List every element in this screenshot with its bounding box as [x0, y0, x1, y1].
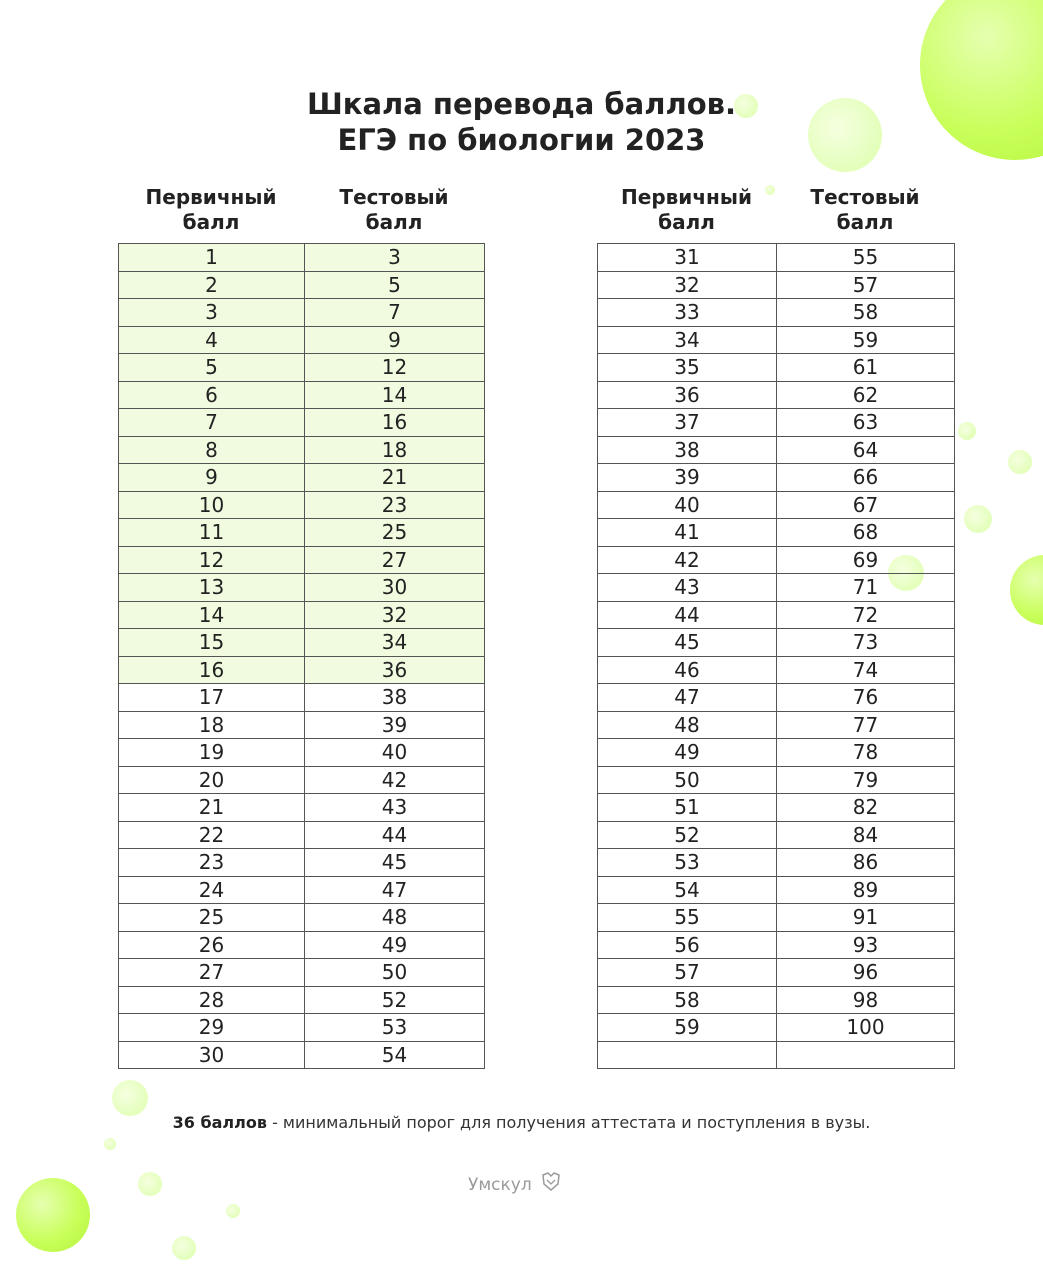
table-row	[598, 574, 955, 602]
decor-bubble	[226, 1204, 240, 1218]
primary-score-cell: 12	[119, 546, 305, 574]
table-row	[119, 849, 485, 877]
test-score-cell: 45	[305, 849, 485, 877]
table-row	[119, 766, 485, 794]
test-score-cell: 64	[777, 436, 955, 464]
table-row	[598, 684, 955, 712]
test-score-cell: 73	[777, 629, 955, 657]
table-row	[598, 739, 955, 767]
primary-score-cell: 8	[119, 436, 305, 464]
primary-score-cell: 42	[598, 546, 777, 574]
decor-bubble	[172, 1236, 196, 1260]
table-row	[119, 601, 485, 629]
primary-score-cell: 37	[598, 409, 777, 437]
decor-bubble	[112, 1080, 148, 1116]
test-score-cell: 96	[777, 959, 955, 987]
test-score-cell: 54	[305, 1041, 485, 1069]
left-score-table	[118, 243, 485, 1069]
threshold-note	[0, 1113, 1043, 1132]
primary-score-cell: 56	[598, 931, 777, 959]
primary-score-cell: 31	[598, 244, 777, 272]
primary-score-cell: 36	[598, 381, 777, 409]
table-row	[598, 1014, 955, 1042]
test-score-cell: 49	[305, 931, 485, 959]
table-row	[598, 326, 955, 354]
primary-score-cell: 20	[119, 766, 305, 794]
table-row	[119, 821, 485, 849]
test-score-cell: 34	[305, 629, 485, 657]
primary-score-cell: 21	[119, 794, 305, 822]
table-row	[119, 1041, 485, 1069]
test-score-cell: 74	[777, 656, 955, 684]
test-score-cell: 32	[305, 601, 485, 629]
primary-score-cell: 52	[598, 821, 777, 849]
primary-score-cell: 32	[598, 271, 777, 299]
primary-score-cell: 45	[598, 629, 777, 657]
table-row	[598, 986, 955, 1014]
table-row	[598, 876, 955, 904]
table-row	[598, 409, 955, 437]
test-score-cell	[777, 1041, 955, 1069]
test-score-cell: 66	[777, 464, 955, 492]
decor-bubble-bottom-left	[16, 1178, 90, 1252]
table-row	[598, 354, 955, 382]
table-row	[119, 684, 485, 712]
test-score-cell: 67	[777, 491, 955, 519]
primary-score-cell: 30	[119, 1041, 305, 1069]
primary-score-cell: 50	[598, 766, 777, 794]
test-score-cell: 68	[777, 519, 955, 547]
primary-score-cell: 54	[598, 876, 777, 904]
test-score-cell: 62	[777, 381, 955, 409]
table-row	[119, 464, 485, 492]
test-score-cell: 48	[305, 904, 485, 932]
primary-score-cell: 34	[598, 326, 777, 354]
primary-score-cell: 57	[598, 959, 777, 987]
table-row	[119, 546, 485, 574]
left-header-primary: Первичный балл	[145, 185, 277, 234]
test-score-cell: 72	[777, 601, 955, 629]
table-row	[119, 244, 485, 272]
test-score-cell: 78	[777, 739, 955, 767]
table-row	[598, 436, 955, 464]
primary-score-cell: 41	[598, 519, 777, 547]
table-row	[598, 601, 955, 629]
table-row	[119, 986, 485, 1014]
test-score-cell: 18	[305, 436, 485, 464]
test-score-cell: 77	[777, 711, 955, 739]
table-row	[119, 409, 485, 437]
table-row	[119, 711, 485, 739]
right-header-test: Тестовый балл	[810, 185, 920, 234]
primary-score-cell: 4	[119, 326, 305, 354]
test-score-cell: 71	[777, 574, 955, 602]
primary-score-cell: 35	[598, 354, 777, 382]
table-row	[119, 876, 485, 904]
test-score-cell: 55	[777, 244, 955, 272]
primary-score-cell: 33	[598, 299, 777, 327]
test-score-cell: 38	[305, 684, 485, 712]
test-score-cell: 14	[305, 381, 485, 409]
title-line-1: Шкала перевода баллов.	[306, 87, 737, 121]
primary-score-cell: 16	[119, 656, 305, 684]
table-row	[598, 959, 955, 987]
primary-score-cell: 5	[119, 354, 305, 382]
test-score-cell: 25	[305, 519, 485, 547]
test-score-cell: 59	[777, 326, 955, 354]
primary-score-cell: 55	[598, 904, 777, 932]
primary-score-cell: 43	[598, 574, 777, 602]
primary-score-cell: 7	[119, 409, 305, 437]
test-score-cell: 76	[777, 684, 955, 712]
test-score-cell: 43	[305, 794, 485, 822]
test-score-cell: 50	[305, 959, 485, 987]
test-score-cell: 36	[305, 656, 485, 684]
table-row	[119, 574, 485, 602]
test-score-cell: 52	[305, 986, 485, 1014]
table-row	[598, 271, 955, 299]
primary-score-cell: 13	[119, 574, 305, 602]
table-row	[119, 959, 485, 987]
page-title	[0, 86, 1043, 158]
table-row	[598, 381, 955, 409]
primary-score-cell: 26	[119, 931, 305, 959]
left-header-test: Тестовый балл	[339, 185, 449, 234]
right-score-table	[597, 243, 955, 1069]
test-score-cell: 58	[777, 299, 955, 327]
primary-score-cell: 58	[598, 986, 777, 1014]
primary-score-cell: 44	[598, 601, 777, 629]
right-header-primary: Первичный балл	[621, 185, 752, 234]
table-row	[119, 1014, 485, 1042]
primary-score-cell: 53	[598, 849, 777, 877]
primary-score-cell: 3	[119, 299, 305, 327]
primary-score-cell: 14	[119, 601, 305, 629]
test-score-cell: 5	[305, 271, 485, 299]
primary-score-cell: 1	[119, 244, 305, 272]
table-row	[598, 629, 955, 657]
primary-score-cell: 39	[598, 464, 777, 492]
table-row	[119, 629, 485, 657]
test-score-cell: 79	[777, 766, 955, 794]
primary-score-cell: 15	[119, 629, 305, 657]
table-row	[119, 656, 485, 684]
test-score-cell: 100	[777, 1014, 955, 1042]
table-row	[119, 794, 485, 822]
test-score-cell: 53	[305, 1014, 485, 1042]
table-row	[598, 546, 955, 574]
table-row	[119, 931, 485, 959]
primary-score-cell: 24	[119, 876, 305, 904]
table-row	[598, 1041, 955, 1069]
test-score-cell: 9	[305, 326, 485, 354]
table-row	[119, 739, 485, 767]
decor-bubble	[1008, 450, 1032, 474]
test-score-cell: 3	[305, 244, 485, 272]
umskul-logo-icon	[540, 1172, 562, 1197]
table-row	[119, 299, 485, 327]
brand-name: Умскул	[468, 1174, 532, 1195]
decor-bubble-right	[1010, 555, 1043, 625]
table-row	[119, 436, 485, 464]
test-score-cell: 21	[305, 464, 485, 492]
primary-score-cell: 9	[119, 464, 305, 492]
test-score-cell: 57	[777, 271, 955, 299]
table-row	[119, 491, 485, 519]
primary-score-cell: 48	[598, 711, 777, 739]
test-score-cell: 61	[777, 354, 955, 382]
table-row	[119, 326, 485, 354]
threshold-note-text: - минимальный порог для получения аттестата и поступления в вузы.	[266, 1113, 871, 1132]
table-row	[119, 354, 485, 382]
primary-score-cell: 17	[119, 684, 305, 712]
title-line-2: ЕГЭ по биологии 2023	[337, 123, 706, 157]
primary-score-cell: 28	[119, 986, 305, 1014]
primary-score-cell: 51	[598, 794, 777, 822]
table-row	[598, 794, 955, 822]
primary-score-cell: 22	[119, 821, 305, 849]
primary-score-cell: 27	[119, 959, 305, 987]
test-score-cell: 47	[305, 876, 485, 904]
table-row	[598, 464, 955, 492]
test-score-cell: 82	[777, 794, 955, 822]
table-row	[598, 711, 955, 739]
table-row	[598, 766, 955, 794]
primary-score-cell: 23	[119, 849, 305, 877]
table-row	[598, 299, 955, 327]
decor-bubble	[138, 1172, 162, 1196]
table-row	[598, 849, 955, 877]
table-row	[119, 904, 485, 932]
primary-score-cell: 11	[119, 519, 305, 547]
table-row	[598, 931, 955, 959]
primary-score-cell: 25	[119, 904, 305, 932]
test-score-cell: 93	[777, 931, 955, 959]
test-score-cell: 23	[305, 491, 485, 519]
primary-score-cell: 19	[119, 739, 305, 767]
table-row	[598, 519, 955, 547]
test-score-cell: 27	[305, 546, 485, 574]
primary-score-cell: 40	[598, 491, 777, 519]
test-score-cell: 39	[305, 711, 485, 739]
threshold-note-bold: 36 баллов	[172, 1113, 267, 1132]
primary-score-cell: 47	[598, 684, 777, 712]
table-row	[598, 821, 955, 849]
test-score-cell: 30	[305, 574, 485, 602]
primary-score-cell: 49	[598, 739, 777, 767]
test-score-cell: 44	[305, 821, 485, 849]
primary-score-cell: 29	[119, 1014, 305, 1042]
test-score-cell: 89	[777, 876, 955, 904]
table-row	[598, 491, 955, 519]
table-row	[119, 381, 485, 409]
test-score-cell: 91	[777, 904, 955, 932]
test-score-cell: 42	[305, 766, 485, 794]
test-score-cell: 98	[777, 986, 955, 1014]
primary-score-cell: 38	[598, 436, 777, 464]
table-row	[598, 656, 955, 684]
test-score-cell: 69	[777, 546, 955, 574]
test-score-cell: 40	[305, 739, 485, 767]
primary-score-cell: 18	[119, 711, 305, 739]
test-score-cell: 63	[777, 409, 955, 437]
table-row	[598, 904, 955, 932]
test-score-cell: 7	[305, 299, 485, 327]
primary-score-cell: 2	[119, 271, 305, 299]
table-row	[119, 519, 485, 547]
table-row	[598, 244, 955, 272]
decor-bubble	[964, 505, 992, 533]
table-row	[119, 271, 485, 299]
primary-score-cell: 6	[119, 381, 305, 409]
test-score-cell: 16	[305, 409, 485, 437]
brand	[468, 1172, 562, 1197]
primary-score-cell	[598, 1041, 777, 1069]
test-score-cell: 86	[777, 849, 955, 877]
primary-score-cell: 10	[119, 491, 305, 519]
decor-bubble	[104, 1138, 116, 1150]
decor-bubble	[958, 422, 976, 440]
test-score-cell: 84	[777, 821, 955, 849]
primary-score-cell: 59	[598, 1014, 777, 1042]
primary-score-cell: 46	[598, 656, 777, 684]
test-score-cell: 12	[305, 354, 485, 382]
